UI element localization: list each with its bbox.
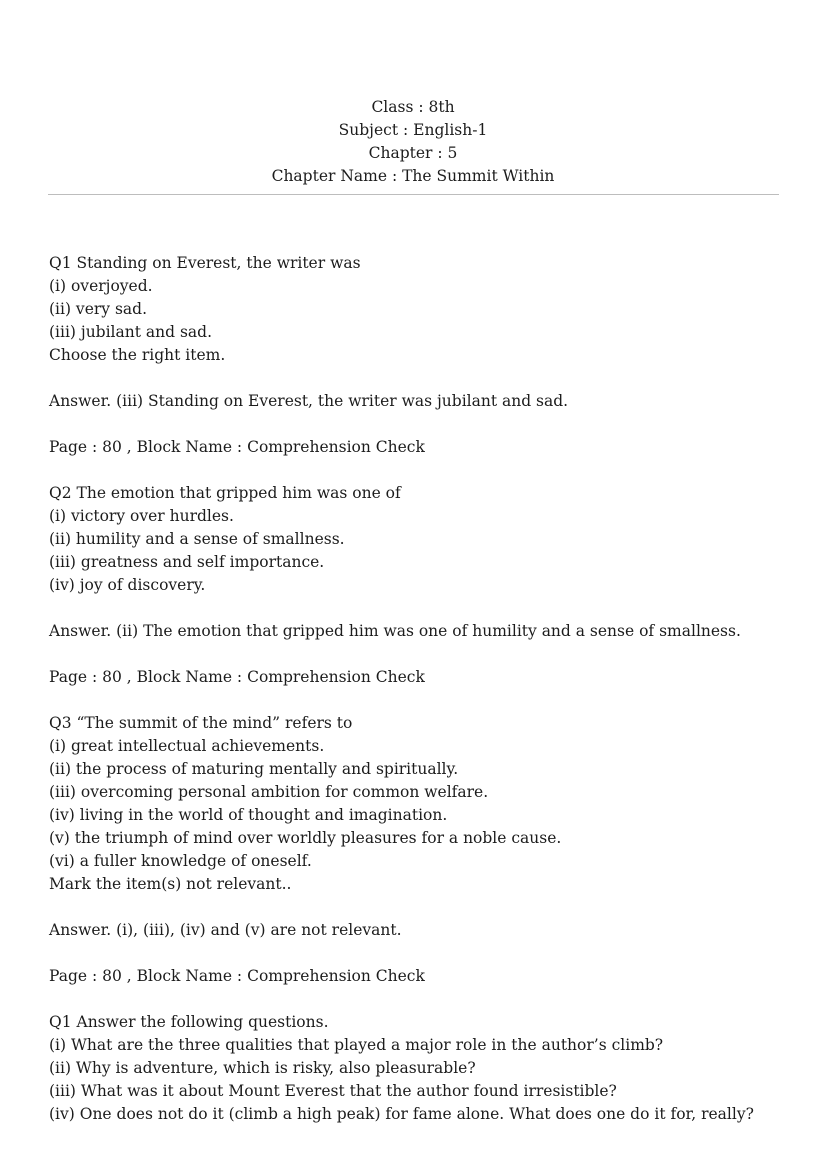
question-text: Q1 Answer the following questions.	[49, 1013, 329, 1031]
page-reference: Page : 80 , Block Name : Comprehension Check	[49, 438, 425, 456]
document-body	[49, 252, 809, 1126]
subject-label: Subject : English-1	[338, 121, 488, 139]
instruction-line: Choose the right item.	[49, 346, 226, 364]
question-block	[49, 482, 809, 712]
answer-text: Answer. (iii) Standing on Everest, the writer was jubilant and sad.	[49, 392, 569, 410]
option-line: (iv) joy of discovery.	[49, 576, 206, 594]
question-block	[49, 1011, 809, 1126]
sub-question: (iii) What was it about Mount Everest that the author found irresistible?	[49, 1082, 617, 1100]
question-block	[49, 252, 809, 482]
question-block	[49, 712, 809, 1011]
header-divider	[48, 194, 779, 195]
option-line: (v) the triumph of mind over worldly pleasures for a noble cause.	[49, 829, 562, 847]
document-header	[0, 96, 826, 188]
page-reference: Page : 80 , Block Name : Comprehension Check	[49, 967, 425, 985]
option-line: (i) overjoyed.	[49, 277, 153, 295]
option-line: (ii) humility and a sense of smallness.	[49, 530, 345, 548]
option-line: (iii) jubilant and sad.	[49, 323, 213, 341]
sub-question: (ii) Why is adventure, which is risky, also pleasurable?	[49, 1059, 476, 1077]
sub-question: (iv) One does not do it (climb a high peak) for fame alone. What does one do it for, really?	[49, 1105, 754, 1123]
instruction-line: Mark the item(s) not relevant..	[49, 875, 292, 893]
option-line: (i) great intellectual achievements.	[49, 737, 325, 755]
question-text: Q1 Standing on Everest, the writer was	[49, 254, 361, 272]
sub-question: (i) What are the three qualities that played a major role in the author’s climb?	[49, 1036, 664, 1054]
option-line: (vi) a fuller knowledge of oneself.	[49, 852, 312, 870]
page-reference: Page : 80 , Block Name : Comprehension Check	[49, 668, 425, 686]
option-line: (i) victory over hurdles.	[49, 507, 234, 525]
question-text: Q3 “The summit of the mind” refers to	[49, 714, 353, 732]
chapter-label: Chapter : 5	[368, 144, 458, 162]
answer-text: Answer. (i), (iii), (iv) and (v) are not relevant.	[49, 921, 402, 939]
option-line: (iii) greatness and self importance.	[49, 553, 325, 571]
option-line: (iv) living in the world of thought and imagination.	[49, 806, 448, 824]
answer-text: Answer. (ii) The emotion that gripped him was one of humility and a sense of smallness.	[49, 622, 741, 640]
class-label: Class : 8th	[371, 98, 455, 116]
chapter-name-label: Chapter Name : The Summit Within	[271, 167, 555, 185]
question-text: Q2 The emotion that gripped him was one of	[49, 484, 401, 502]
option-line: (ii) the process of maturing mentally and spiritually.	[49, 760, 459, 778]
option-line: (iii) overcoming personal ambition for common welfare.	[49, 783, 489, 801]
option-line: (ii) very sad.	[49, 300, 148, 318]
